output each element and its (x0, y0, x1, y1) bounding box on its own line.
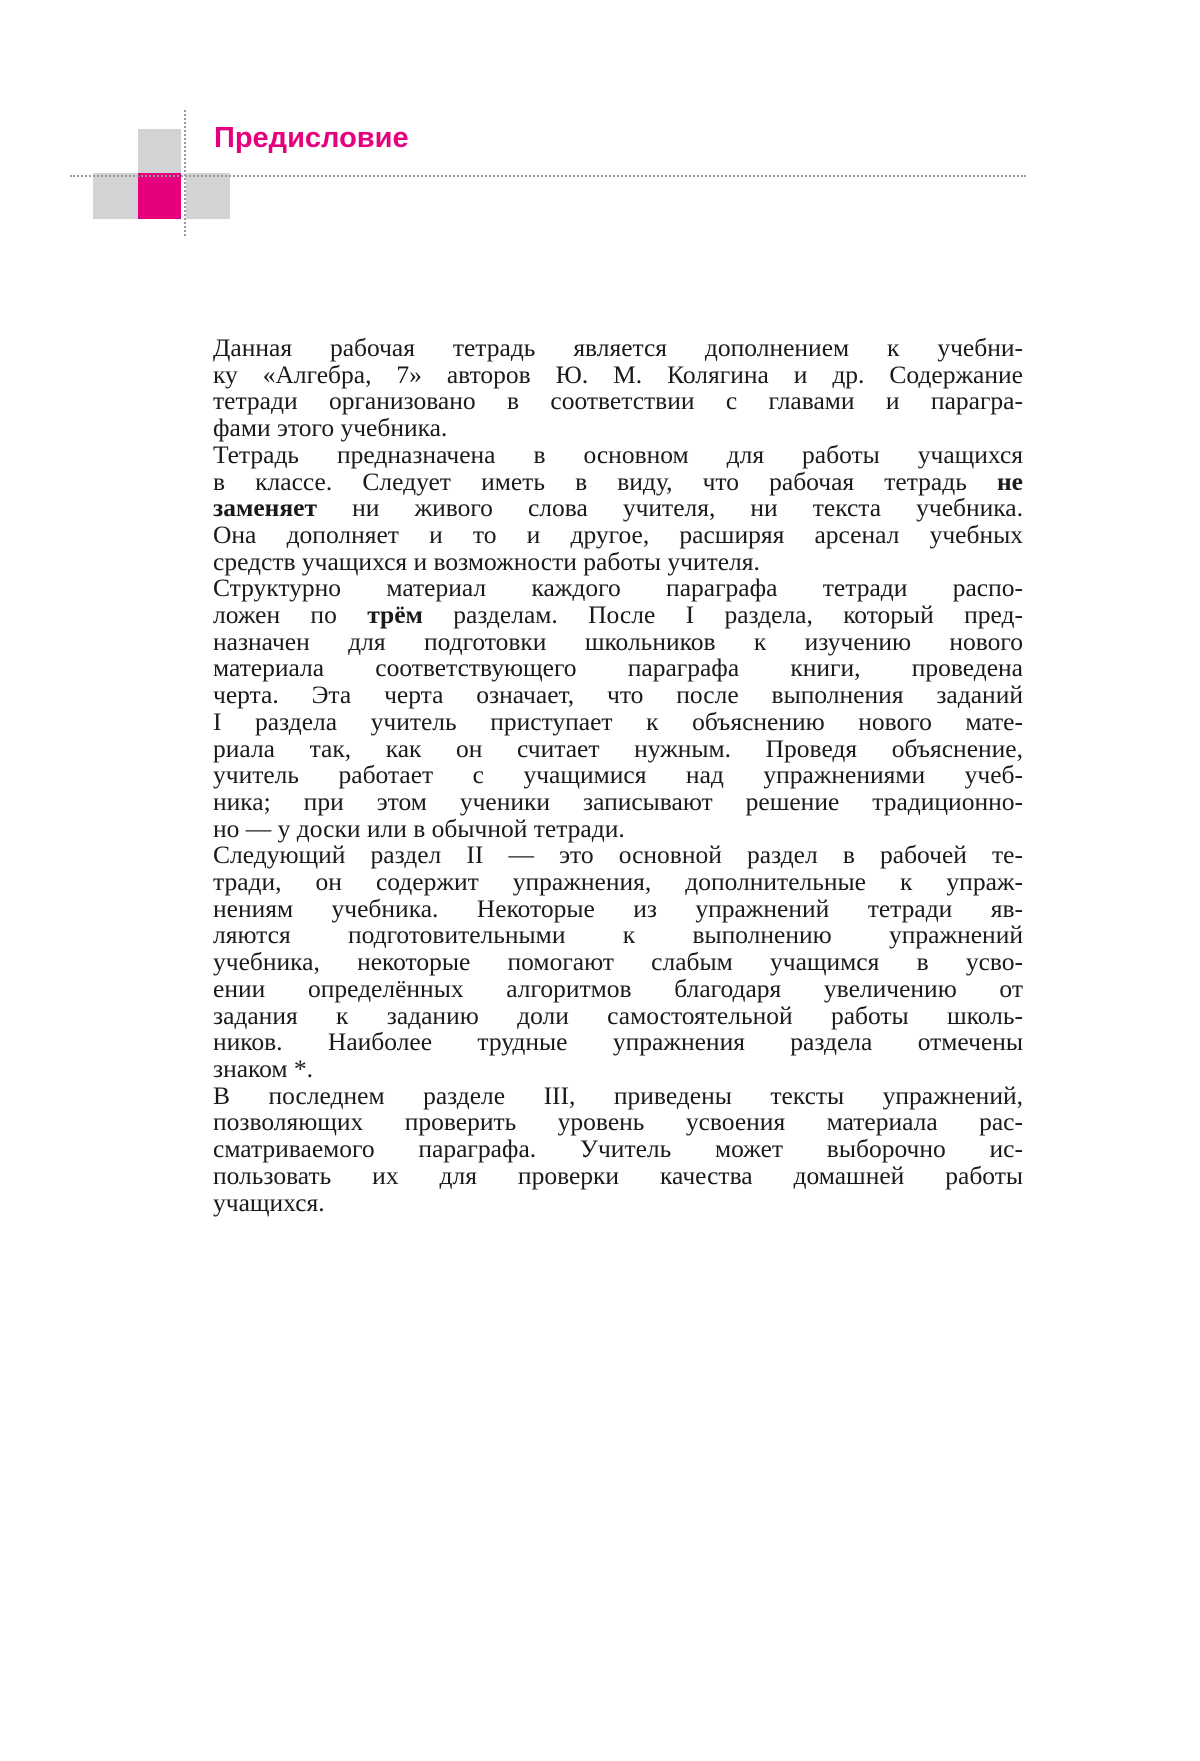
text-run: позволяющих проверить уровень усвоения материала рас- (213, 1107, 1023, 1137)
text-run: ни живого слова учителя, ни текста учебника. (317, 493, 1023, 523)
text-line (213, 1187, 1023, 1217)
bold-text: заменяет (213, 493, 318, 523)
bold-text: не (996, 466, 1023, 496)
text-line (213, 1080, 1023, 1110)
text-line (213, 1136, 1023, 1163)
text-line (213, 415, 1023, 442)
text-run: Данная рабочая тетрадь является дополнением к учебни- (213, 333, 1023, 362)
text-line (213, 973, 1023, 1003)
text-run: назначен для подготовки школьников к изучению нового (213, 626, 1023, 656)
text-line (213, 466, 1023, 496)
text-run: В последнем разделе III, приведены тексты упражнений, (213, 1080, 1023, 1110)
text-line (213, 439, 1023, 469)
text-line (213, 359, 1023, 389)
text-run: тетради организовано в соответствии с главами и парагра- (213, 386, 1023, 416)
text-run: сматриваемого параграфа. Учитель может выборочно ис- (213, 1134, 1023, 1164)
text-line (213, 949, 1023, 976)
paragraph (213, 335, 1023, 442)
dotted-rule-horizontal (70, 175, 1026, 177)
paragraph (213, 575, 1023, 842)
text-run: средств учащихся и возможности работы учителя. (213, 546, 760, 576)
text-line (213, 869, 1023, 896)
bold-text: трём (367, 600, 423, 630)
text-line (213, 388, 1023, 415)
paragraph (213, 1080, 1023, 1217)
text-line (213, 893, 1023, 923)
text-line (213, 1000, 1023, 1030)
text-run: ку «Алгебра, 7» авторов Ю. М. Колягина и др. Содержание (213, 359, 1023, 389)
text-run: ника; при этом ученики записывают решение традиционно- (213, 786, 1023, 816)
text-run: учащихся. (213, 1187, 325, 1217)
text-line (213, 626, 1023, 656)
text-run: I раздела учитель приступает к объяснению нового мате- (213, 706, 1023, 736)
paragraph (213, 439, 1023, 576)
text-run: разделам. После I раздела, который пред- (422, 600, 1024, 630)
text-run: Тетрадь предназначена в основном для работы учащихся (213, 439, 1023, 469)
text-line (213, 1160, 1023, 1190)
text-run: риала так, как он считает нужным. Проведя объяснение, (213, 733, 1023, 763)
text-line (213, 682, 1023, 709)
text-run: пользовать их для проверки качества домашней работы (213, 1160, 1023, 1190)
text-line (213, 602, 1023, 629)
text-run: в классе. Следует иметь в виду, что рабочая тетрадь (213, 466, 997, 496)
text-run: ении определённых алгоритмов благодаря увеличению от (213, 973, 1023, 1003)
text-run: ложен по (213, 600, 368, 630)
text-line (213, 813, 1023, 843)
text-run: фами этого учебника. (213, 413, 448, 443)
text-line (213, 1109, 1023, 1136)
text-line (213, 842, 1023, 869)
text-run: ляются подготовительными к выполнению упражнений (213, 920, 1023, 950)
text-run: знаком *. (213, 1053, 314, 1083)
text-run: нениям учебника. Некоторые из упражнений тетради яв- (213, 893, 1023, 923)
text-line (213, 546, 1023, 576)
decor-square-accent (138, 173, 181, 219)
text-line (213, 922, 1023, 949)
text-run: материала соответствующего параграфа книги, проведена (213, 653, 1023, 683)
text-run: задания к заданию доли самостоятельной работы школь- (213, 1000, 1023, 1030)
text-line (213, 495, 1023, 522)
text-line (213, 335, 1023, 362)
text-line (213, 575, 1023, 602)
paragraph (213, 842, 1023, 1082)
text-line (213, 762, 1023, 789)
text-run: Структурно материал каждого параграфа тетради распо- (213, 573, 1023, 603)
decor-square-right (186, 173, 230, 219)
text-run: но — у доски или в обычной тетради. (213, 813, 625, 843)
preface-body (213, 335, 1023, 1216)
decor-square-top (138, 129, 181, 173)
text-line (213, 1029, 1023, 1056)
text-run: черта. Эта черта означает, что после выполнения заданий (213, 680, 1023, 710)
dotted-rule-vertical (184, 110, 186, 236)
text-run: учитель работает с учащимися над упражнениями учеб- (213, 760, 1023, 790)
text-line (213, 706, 1023, 736)
decor-square-left (93, 173, 138, 219)
text-line (213, 1053, 1023, 1083)
text-line (213, 519, 1023, 549)
text-run: тради, он содержит упражнения, дополнительные к упраж- (213, 867, 1023, 897)
text-run: ников. Наиболее трудные упражнения раздела отмечены (213, 1027, 1023, 1057)
text-run: Следующий раздел II — это основной раздел в рабочей те- (213, 840, 1023, 870)
text-line (213, 786, 1023, 816)
text-run: учебника, некоторые помогают слабым учащимся в усво- (213, 947, 1023, 977)
page-title: Предисловие (214, 122, 409, 154)
text-line (213, 733, 1023, 763)
text-run: Она дополняет и то и другое, расширяя арсенал учебных (213, 519, 1023, 549)
text-line (213, 655, 1023, 682)
